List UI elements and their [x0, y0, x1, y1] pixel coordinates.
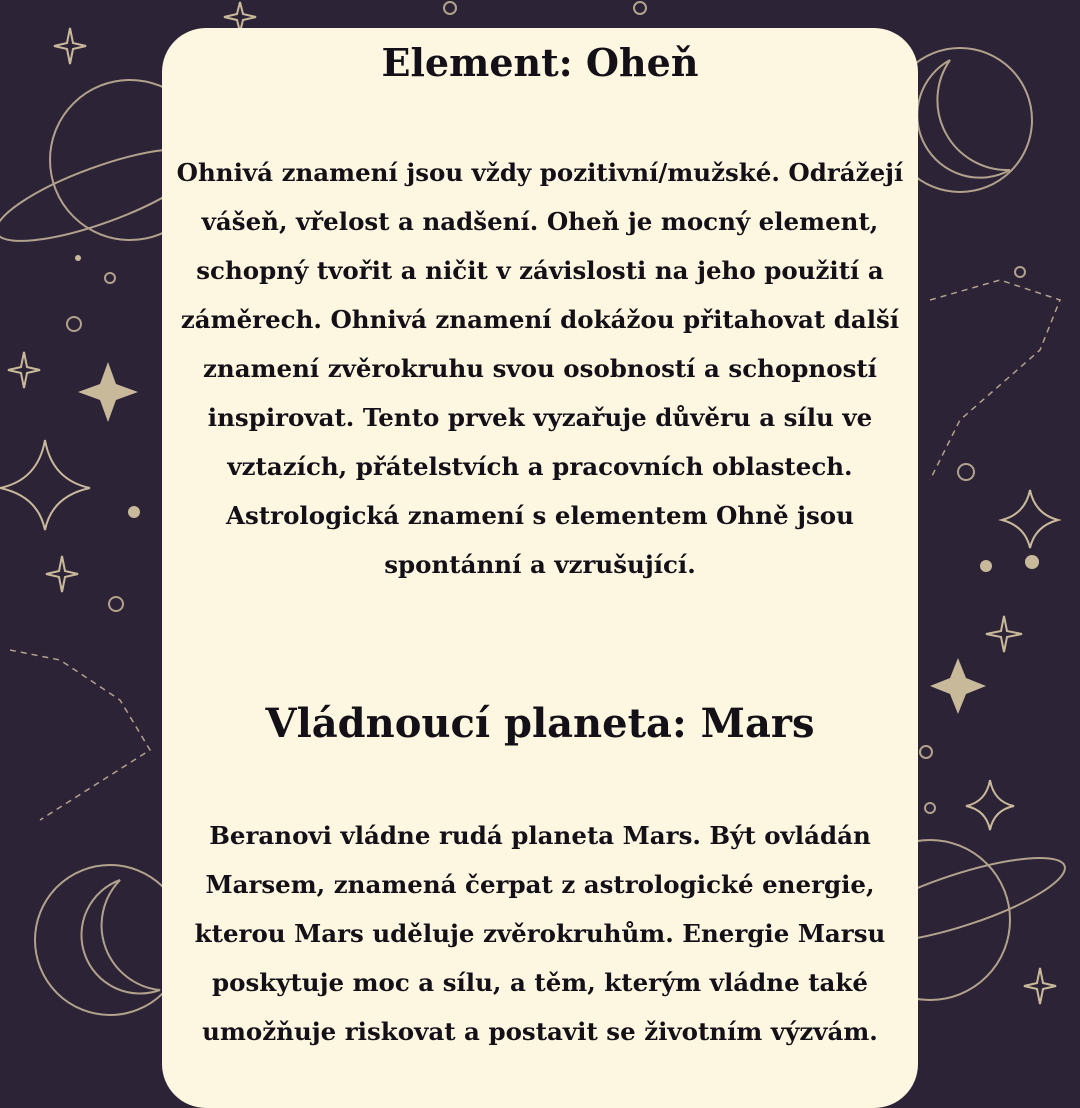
star-icon	[930, 658, 986, 714]
planet-description: Beranovi vládne rudá planeta Mars. Být ovládán Marsem, znamená čerpat z astrologické energie, kterou Mars uděluje zvěrokruhům. Energie Marsu poskytuje moc a sílu, a těm, kterým vládne také umožňuje riskovat a postavit se životním výzvám.	[194, 821, 886, 1046]
star-icon	[0, 440, 90, 530]
star-icon	[8, 352, 40, 388]
star-icon	[54, 28, 86, 64]
star-icon	[46, 556, 78, 592]
star-icon	[986, 616, 1022, 652]
element-title: Element: Oheň	[381, 40, 699, 85]
star-icon	[1002, 490, 1058, 548]
star-icon	[966, 780, 1014, 830]
planet-title: Vládnoucí planeta: Mars	[265, 700, 815, 747]
info-card	[162, 28, 918, 1108]
element-description: Ohnivá znamení jsou vždy pozitivní/mužské. Odrážejí vášeň, vřelost a nadšení. Oheň je mocný element, schopný tvořit a ničit v závislosti na jeho použití a záměrech. Ohnivá znamení dokážou přitahovat další znamení zvěrokruhu svou osobností a schopností inspirovat. Tento prvek vyzařuje důvěru a sílu ve vztazích, přátelstvích a pracovních oblastech. Astrologická znamení s elementem Ohně jsou spontánní a vzrušující.	[176, 158, 904, 579]
star-icon	[1024, 968, 1056, 1004]
star-icon	[78, 362, 138, 422]
